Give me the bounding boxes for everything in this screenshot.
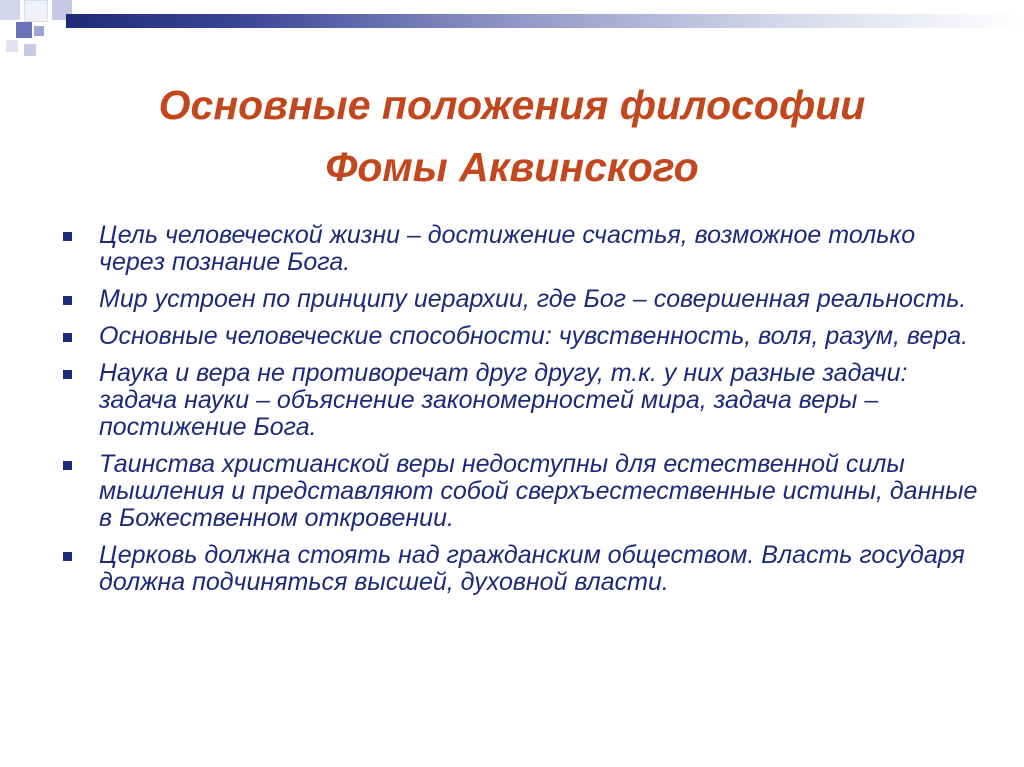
bullet-item [60, 451, 980, 532]
bullet-text: Церковь должна стоять над гражданским обществом. Власть государя должна подчиняться высшей, духовной власти. [99, 541, 965, 596]
bullet-item [60, 286, 980, 313]
decor-square [34, 26, 44, 36]
bullet-item [60, 360, 980, 441]
decor-square [6, 40, 18, 52]
bullet-list [60, 222, 980, 606]
slide-title [40, 74, 984, 198]
slide-title-line-1: Основные положения философии [158, 82, 866, 128]
square-bullet-icon [63, 296, 72, 305]
square-bullet-icon [63, 461, 72, 470]
bullet-item [60, 323, 980, 350]
decor-square [24, 0, 48, 22]
bullet-text: Основные человеческие способности: чувственность, воля, разум, вера. [99, 322, 969, 350]
bullet-text: Таинства христианской веры недоступны для естественной силы мышления и представляют собой сверхъестественные истины, данные в Божественном откровении. [99, 450, 978, 532]
bullet-item [60, 542, 980, 596]
bullet-text: Мир устроен по принципу иерархии, где Бог – совершенная реальность. [99, 285, 967, 313]
square-bullet-icon [63, 333, 72, 342]
bullet-item [60, 222, 980, 276]
header-gradient-bar [66, 14, 1024, 28]
square-bullet-icon [63, 370, 72, 379]
slide-title-line-2: Фомы Аквинского [325, 144, 699, 190]
decor-square [0, 0, 20, 20]
decor-square [24, 44, 36, 56]
decor-square [16, 22, 32, 38]
bullet-text: Наука и вера не противоречат друг другу, т.к. у них разные задачи: задача науки – объяснение закономерностей мира, задача веры – постижение Бога. [99, 359, 908, 441]
square-bullet-icon [63, 552, 72, 561]
bullet-text: Цель человеческой жизни – достижение счастья, возможное только через познание Бога. [99, 221, 916, 276]
square-bullet-icon [63, 232, 72, 241]
